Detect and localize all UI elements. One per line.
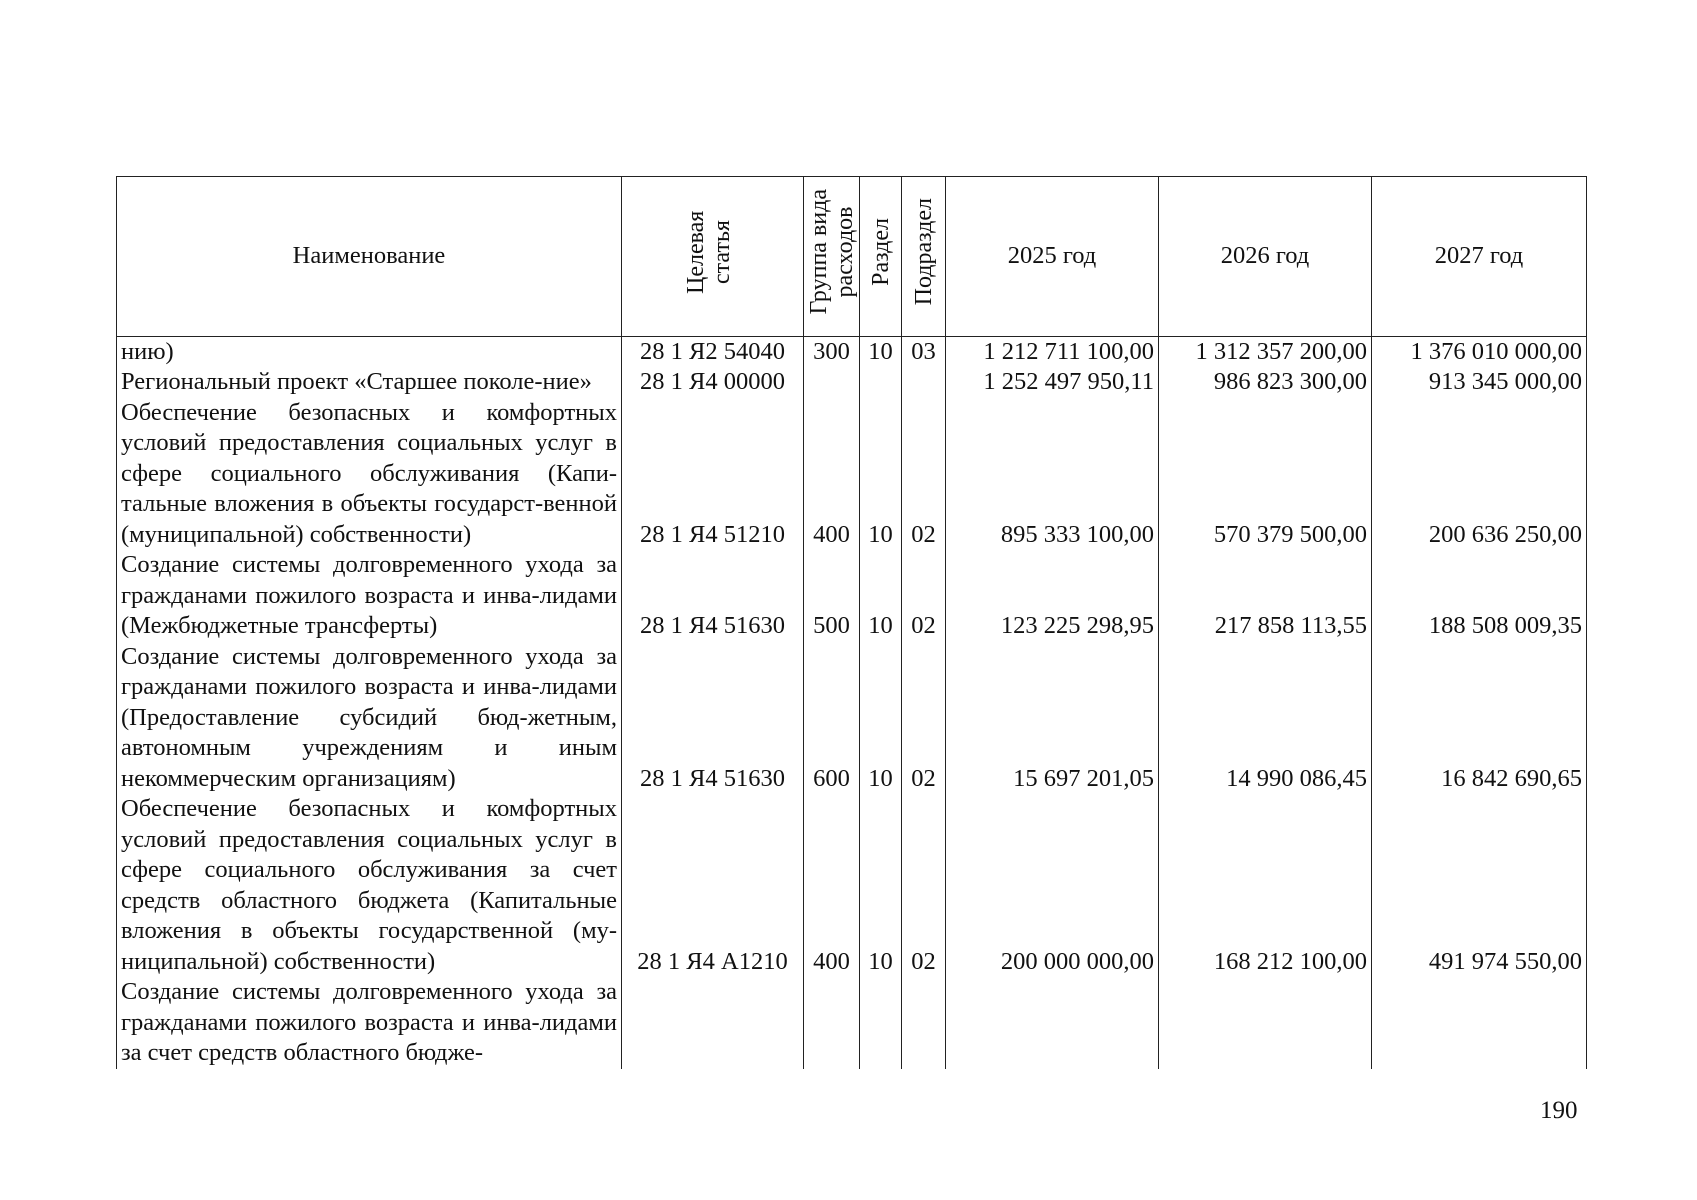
row-section <box>860 367 902 398</box>
row-amount-2027: 1 376 010 000,00 <box>1372 336 1587 367</box>
table-row <box>117 336 1587 367</box>
header-year-2027: 2027 год <box>1372 177 1587 337</box>
row-group: 300 <box>804 336 860 367</box>
row-amount-2026: 570 379 500,00 <box>1159 398 1372 551</box>
row-section: 10 <box>860 336 902 367</box>
row-subsection: 02 <box>902 550 946 642</box>
header-subsection-label: Подраздел <box>910 198 937 306</box>
header-section <box>860 177 902 337</box>
row-name: Создание системы долговременного ухода за гражданами пожилого возраста и инва-лидами за счет средств областного бюдже- <box>117 977 622 1069</box>
header-target-article <box>622 177 804 337</box>
header-name: Наименование <box>117 177 622 337</box>
row-amount-2026 <box>1159 977 1372 1069</box>
row-amount-2025: 1 212 711 100,00 <box>946 336 1159 367</box>
row-name: Создание системы долговременного ухода за гражданами пожилого возраста и инва-лидами (Межбюджетные трансферты) <box>117 550 622 642</box>
row-article: 28 1 Я4 00000 <box>622 367 804 398</box>
budget-table <box>116 176 1587 1069</box>
row-name: Обеспечение безопасных и комфортных условий предоставления социальных услуг в сфере социального обслуживания (Капи-тальные вложения в объекты государст-венной (муниципальной) собственности) <box>117 398 622 551</box>
row-name: Региональный проект «Старшее поколе-ние» <box>117 367 622 398</box>
table-header-row <box>117 177 1587 337</box>
row-amount-2027: 491 974 550,00 <box>1372 794 1587 977</box>
row-subsection: 02 <box>902 794 946 977</box>
row-amount-2027: 913 345 000,00 <box>1372 367 1587 398</box>
row-article: 28 1 Я4 51630 <box>622 642 804 795</box>
row-amount-2025: 123 225 298,95 <box>946 550 1159 642</box>
row-amount-2027: 188 508 009,35 <box>1372 550 1587 642</box>
row-subsection <box>902 977 946 1069</box>
header-expense-group-label <box>806 189 858 314</box>
header-section-label: Раздел <box>867 218 894 286</box>
page-number: 190 <box>1540 1097 1578 1124</box>
row-subsection: 03 <box>902 336 946 367</box>
row-article <box>622 977 804 1069</box>
row-group: 600 <box>804 642 860 795</box>
header-subsection <box>902 177 946 337</box>
row-article: 28 1 Я4 51630 <box>622 550 804 642</box>
row-article: 28 1 Я2 54040 <box>622 336 804 367</box>
header-expense-group <box>804 177 860 337</box>
row-section: 10 <box>860 794 902 977</box>
row-section: 10 <box>860 398 902 551</box>
row-section: 10 <box>860 642 902 795</box>
row-amount-2025: 895 333 100,00 <box>946 398 1159 551</box>
row-amount-2027: 200 636 250,00 <box>1372 398 1587 551</box>
row-amount-2026: 168 212 100,00 <box>1159 794 1372 977</box>
row-amount-2026: 217 858 113,55 <box>1159 550 1372 642</box>
table-row <box>117 794 1587 977</box>
row-group <box>804 977 860 1069</box>
row-article: 28 1 Я4 А1210 <box>622 794 804 977</box>
row-amount-2025: 15 697 201,05 <box>946 642 1159 795</box>
header-year-2025: 2025 год <box>946 177 1159 337</box>
row-group: 500 <box>804 550 860 642</box>
header-target-article-label: Целевая статья <box>682 210 735 294</box>
row-section <box>860 977 902 1069</box>
table-row <box>117 550 1587 642</box>
row-amount-2026: 986 823 300,00 <box>1159 367 1372 398</box>
row-name: нию) <box>117 336 622 367</box>
row-group <box>804 367 860 398</box>
row-subsection: 02 <box>902 398 946 551</box>
row-subsection: 02 <box>902 642 946 795</box>
row-name: Обеспечение безопасных и комфортных условий предоставления социальных услуг в сфере социального обслуживания за счет средств областного бюджета (Капитальные вложения в объекты государственной (му-ниципальной) собственности) <box>117 794 622 977</box>
row-amount-2027: 16 842 690,65 <box>1372 642 1587 795</box>
table-row <box>117 977 1587 1069</box>
row-subsection <box>902 367 946 398</box>
row-group: 400 <box>804 398 860 551</box>
row-amount-2025: 1 252 497 950,11 <box>946 367 1159 398</box>
row-section: 10 <box>860 550 902 642</box>
row-amount-2025 <box>946 977 1159 1069</box>
row-name: Создание системы долговременного ухода за гражданами пожилого возраста и инва-лидами (Предоставление субсидий бюд-жетным, автономным учреждениям и иным некоммерческим организациям) <box>117 642 622 795</box>
table-row <box>117 398 1587 551</box>
header-expense-group-line2: расходов <box>831 206 858 298</box>
row-amount-2025: 200 000 000,00 <box>946 794 1159 977</box>
row-amount-2026: 14 990 086,45 <box>1159 642 1372 795</box>
table-row <box>117 367 1587 398</box>
row-group: 400 <box>804 794 860 977</box>
header-year-2026: 2026 год <box>1159 177 1372 337</box>
header-expense-group-line1: Группа вида <box>805 189 832 315</box>
row-amount-2026: 1 312 357 200,00 <box>1159 336 1372 367</box>
row-amount-2027 <box>1372 977 1587 1069</box>
row-article: 28 1 Я4 51210 <box>622 398 804 551</box>
table-row <box>117 642 1587 795</box>
